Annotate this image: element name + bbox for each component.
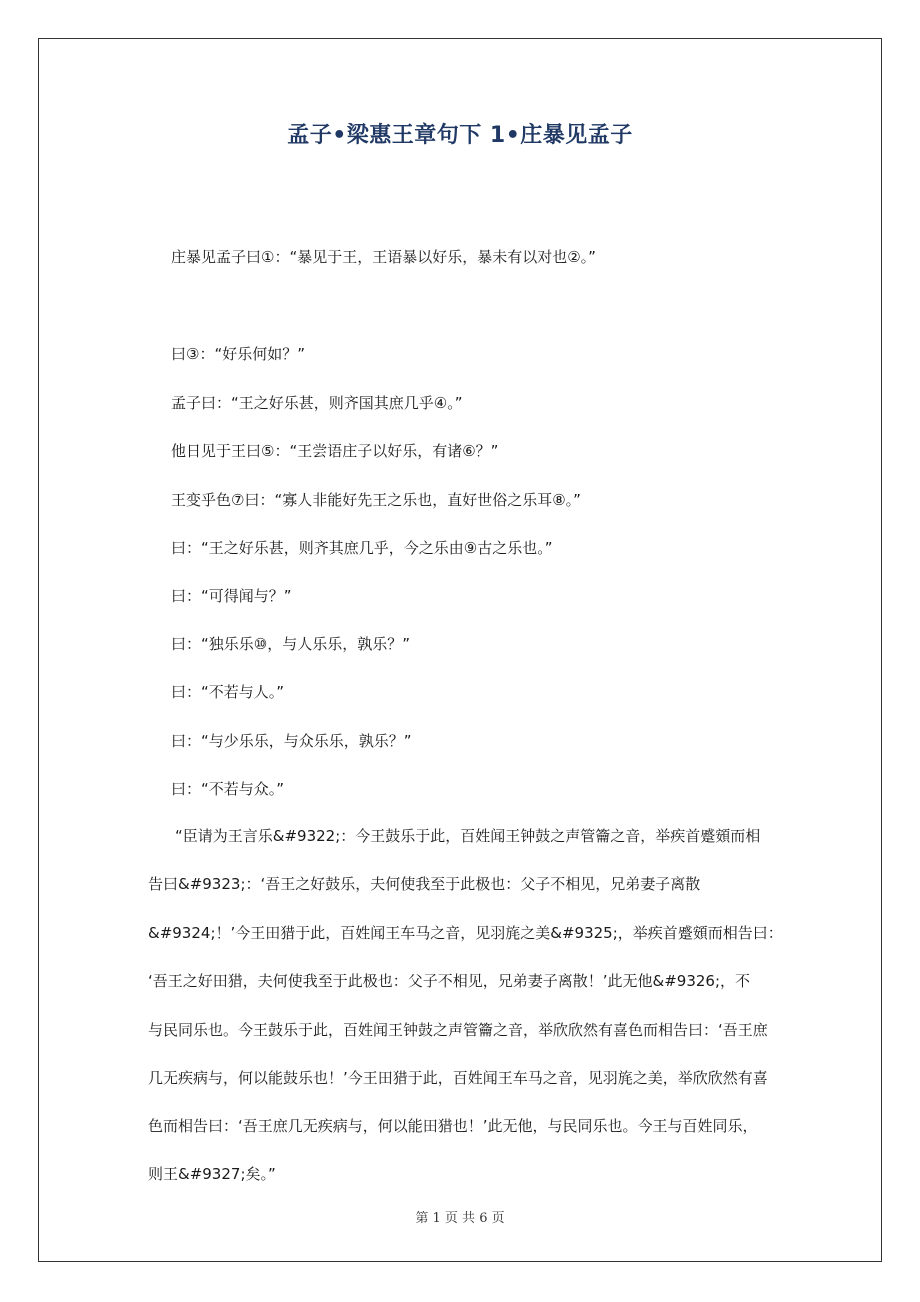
long-paragraph-line: “臣请为王言乐&#9322;：今王鼓乐于此，百姓闻王钟鼓之声管籥之音，举疾首蹙頞而相 [175,827,761,845]
long-paragraph-line: 与民同乐也。今王鼓乐于此，百姓闻王钟鼓之声管籥之音，举欣欣然有喜色而相告曰：‘吾王庶 [148,1021,768,1039]
paragraph-2: 曰③：“好乐何如？” [171,345,305,363]
paragraph-10: 曰：“与少乐乐，与众乐乐，孰乐？” [171,732,412,750]
paragraph-7: 曰：“可得闻与？” [171,587,292,605]
document-title: 孟子•梁惠王章句下 1•庄暴见孟子 [287,123,633,148]
paragraph-1: 庄暴见孟子曰①：“暴见于王，王语暴以好乐，暴未有以对也②。” [171,248,596,266]
paragraph-5: 王变乎色⑦曰：“寡人非能好先王之乐也，直好世俗之乐耳⑧。” [171,491,581,509]
long-paragraph-line: 几无疾病与，何以能鼓乐也！’今王田猎于此，百姓闻王车马之音，见羽旄之美，举欣欣然有喜 [148,1069,768,1087]
long-paragraph-line: 色而相告曰：‘吾王庶几无疾病与，何以能田猎也！’此无他，与民同乐也。今王与百姓同乐， [148,1117,758,1135]
paragraph-3: 孟子曰：“王之好乐甚，则齐国其庶几乎④。” [171,394,463,412]
page-number: 第 1 页 共 6 页 [415,1211,505,1226]
long-paragraph-line: 则王&#9327;矣。” [148,1165,276,1183]
paragraph-6: 曰：“王之好乐甚，则齐其庶几乎，今之乐由⑨古之乐也。” [171,539,553,557]
paragraph-11: 曰：“不若与众。” [171,780,285,798]
paragraph-8: 曰：“独乐乐⑩，与人乐乐，孰乐？” [171,635,410,653]
long-paragraph-line: &#9324;！’今王田猎于此，百姓闻王车马之音，见羽旄之美&#9325;，举疾首蹙頞而相告曰： [148,924,783,942]
paragraph-4: 他日见于王曰⑤：“王尝语庄子以好乐，有诸⑥？” [171,442,499,460]
long-paragraph-line: 告曰&#9323;：‘吾王之好鼓乐，夫何使我至于此极也：父子不相见，兄弟妻子离散 [148,875,701,893]
long-paragraph-line: ‘吾王之好田猎，夫何使我至于此极也：父子不相见，兄弟妻子离散！’此无他&#9326;，不 [148,972,751,990]
paragraph-9: 曰：“不若与人。” [171,683,285,701]
